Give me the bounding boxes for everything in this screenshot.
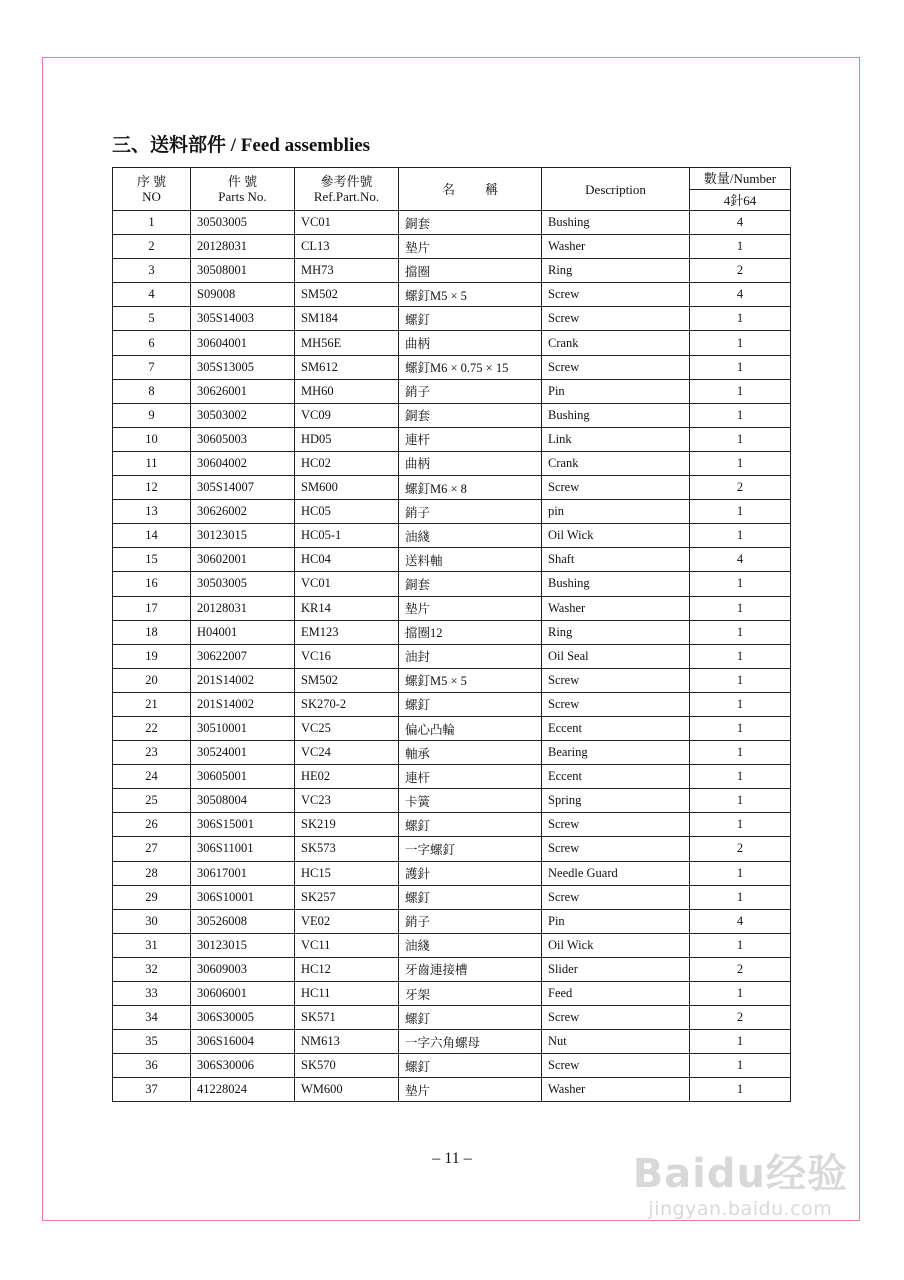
cell-quantity: 1: [690, 572, 791, 596]
header-description: Description: [542, 168, 690, 211]
cell-no: 6: [113, 331, 191, 355]
cell-parts-no: 30605003: [191, 427, 295, 451]
cell-ref-part-no: SM502: [295, 283, 399, 307]
cell-ref-part-no: SK573: [295, 837, 399, 861]
cell-no: 34: [113, 1006, 191, 1030]
cell-ref-part-no: HD05: [295, 427, 399, 451]
cell-name: 銷子: [399, 909, 542, 933]
cell-description: Shaft: [542, 548, 690, 572]
cell-ref-part-no: HC05: [295, 500, 399, 524]
table-row: [113, 789, 791, 813]
cell-no: 8: [113, 379, 191, 403]
cell-name: 油綫: [399, 524, 542, 548]
table-row: [113, 1030, 791, 1054]
cell-description: Screw: [542, 355, 690, 379]
cell-quantity: 1: [690, 1054, 791, 1078]
cell-ref-part-no: HC11: [295, 982, 399, 1006]
cell-parts-no: 201S14002: [191, 692, 295, 716]
cell-description: Bushing: [542, 211, 690, 235]
cell-parts-no: 306S16004: [191, 1030, 295, 1054]
cell-ref-part-no: SK219: [295, 813, 399, 837]
cell-ref-part-no: VC24: [295, 741, 399, 765]
cell-quantity: 2: [690, 837, 791, 861]
cell-quantity: 1: [690, 1030, 791, 1054]
watermark-logo: Baidu经验: [632, 1151, 848, 1197]
cell-description: Needle Guard: [542, 861, 690, 885]
cell-ref-part-no: SK257: [295, 885, 399, 909]
table-row: [113, 283, 791, 307]
cell-parts-no: 30503005: [191, 211, 295, 235]
cell-ref-part-no: SK571: [295, 1006, 399, 1030]
table-row: [113, 548, 791, 572]
cell-parts-no: 30508004: [191, 789, 295, 813]
cell-no: 36: [113, 1054, 191, 1078]
cell-ref-part-no: MH60: [295, 379, 399, 403]
cell-parts-no: 30524001: [191, 741, 295, 765]
cell-name: 螺釘: [399, 813, 542, 837]
table-row: [113, 403, 791, 427]
cell-parts-no: 41228024: [191, 1078, 295, 1102]
cell-parts-no: 305S13005: [191, 355, 295, 379]
cell-no: 28: [113, 861, 191, 885]
cell-name: 螺釘M5 × 5: [399, 283, 542, 307]
cell-no: 19: [113, 644, 191, 668]
cell-name: 油封: [399, 644, 542, 668]
cell-quantity: 1: [690, 427, 791, 451]
cell-quantity: 1: [690, 235, 791, 259]
cell-name: 螺釘: [399, 692, 542, 716]
cell-description: Screw: [542, 1006, 690, 1030]
cell-quantity: 2: [690, 476, 791, 500]
cell-name: 一字螺釘: [399, 837, 542, 861]
table-row: [113, 500, 791, 524]
cell-parts-no: S09008: [191, 283, 295, 307]
cell-no: 10: [113, 427, 191, 451]
cell-description: Eccent: [542, 716, 690, 740]
cell-name: 偏心凸輪: [399, 716, 542, 740]
cell-description: Bearing: [542, 741, 690, 765]
cell-parts-no: 30123015: [191, 524, 295, 548]
cell-name: 連杆: [399, 765, 542, 789]
cell-ref-part-no: SK270-2: [295, 692, 399, 716]
cell-parts-no: 30604001: [191, 331, 295, 355]
cell-ref-part-no: CL13: [295, 235, 399, 259]
cell-quantity: 2: [690, 957, 791, 981]
cell-no: 11: [113, 451, 191, 475]
cell-ref-part-no: SK570: [295, 1054, 399, 1078]
cell-no: 12: [113, 476, 191, 500]
cell-no: 31: [113, 933, 191, 957]
cell-description: Crank: [542, 451, 690, 475]
cell-quantity: 1: [690, 1078, 791, 1102]
cell-parts-no: 30617001: [191, 861, 295, 885]
table-row: [113, 909, 791, 933]
cell-name: 銷子: [399, 379, 542, 403]
cell-no: 4: [113, 283, 191, 307]
table-header: [113, 168, 791, 211]
cell-ref-part-no: WM600: [295, 1078, 399, 1102]
cell-name: 螺釘: [399, 307, 542, 331]
cell-description: Pin: [542, 379, 690, 403]
cell-quantity: 1: [690, 765, 791, 789]
cell-parts-no: 30626002: [191, 500, 295, 524]
cell-description: Screw: [542, 668, 690, 692]
cell-ref-part-no: VC01: [295, 572, 399, 596]
watermark: [633, 1150, 848, 1220]
cell-quantity: 1: [690, 644, 791, 668]
table-row: [113, 933, 791, 957]
cell-description: Screw: [542, 837, 690, 861]
cell-parts-no: 30503002: [191, 403, 295, 427]
cell-name: 銅套: [399, 572, 542, 596]
cell-description: Bushing: [542, 572, 690, 596]
cell-no: 27: [113, 837, 191, 861]
cell-parts-no: 30508001: [191, 259, 295, 283]
cell-parts-no: 30622007: [191, 644, 295, 668]
table-row: [113, 1054, 791, 1078]
cell-ref-part-no: VC16: [295, 644, 399, 668]
cell-parts-no: 30602001: [191, 548, 295, 572]
cell-no: 25: [113, 789, 191, 813]
table-row: [113, 837, 791, 861]
cell-description: Screw: [542, 1054, 690, 1078]
cell-no: 1: [113, 211, 191, 235]
cell-description: Washer: [542, 1078, 690, 1102]
cell-parts-no: 30123015: [191, 933, 295, 957]
cell-ref-part-no: MH73: [295, 259, 399, 283]
cell-parts-no: 30626001: [191, 379, 295, 403]
cell-parts-no: 30604002: [191, 451, 295, 475]
table-row: [113, 572, 791, 596]
parts-table: [112, 167, 791, 1102]
cell-parts-no: 305S14007: [191, 476, 295, 500]
cell-name: 護針: [399, 861, 542, 885]
cell-name: 螺釘: [399, 1006, 542, 1030]
cell-quantity: 4: [690, 909, 791, 933]
cell-quantity: 1: [690, 500, 791, 524]
cell-ref-part-no: HC15: [295, 861, 399, 885]
cell-parts-no: 306S30006: [191, 1054, 295, 1078]
cell-parts-no: 30605001: [191, 765, 295, 789]
cell-ref-part-no: VC11: [295, 933, 399, 957]
cell-ref-part-no: VC01: [295, 211, 399, 235]
cell-ref-part-no: VE02: [295, 909, 399, 933]
cell-no: 5: [113, 307, 191, 331]
header-ref-part-no: 參考件號 Ref.Part.No.: [295, 168, 399, 211]
table-row: [113, 668, 791, 692]
cell-description: pin: [542, 500, 690, 524]
table-row: [113, 379, 791, 403]
cell-parts-no: 20128031: [191, 235, 295, 259]
cell-no: 22: [113, 716, 191, 740]
table-row: [113, 596, 791, 620]
cell-description: Screw: [542, 476, 690, 500]
table-row: [113, 957, 791, 981]
table-row: [113, 427, 791, 451]
cell-name: 螺釘: [399, 1054, 542, 1078]
cell-description: Link: [542, 427, 690, 451]
cell-parts-no: 20128031: [191, 596, 295, 620]
watermark-url: jingyan.baidu.com: [648, 1198, 833, 1220]
cell-ref-part-no: HC04: [295, 548, 399, 572]
cell-description: Spring: [542, 789, 690, 813]
cell-ref-part-no: MH56E: [295, 331, 399, 355]
cell-name: 墊片: [399, 235, 542, 259]
cell-quantity: 1: [690, 379, 791, 403]
cell-description: Bushing: [542, 403, 690, 427]
cell-description: Screw: [542, 813, 690, 837]
header-no: 序 號 NO: [113, 168, 191, 211]
cell-name: 擋圈: [399, 259, 542, 283]
cell-parts-no: 306S11001: [191, 837, 295, 861]
cell-name: 螺釘M6 × 0.75 × 15: [399, 355, 542, 379]
cell-ref-part-no: HC05-1: [295, 524, 399, 548]
cell-description: Pin: [542, 909, 690, 933]
table-row: [113, 331, 791, 355]
cell-description: Washer: [542, 596, 690, 620]
cell-name: 擋圈12: [399, 620, 542, 644]
cell-no: 26: [113, 813, 191, 837]
cell-name: 牙架: [399, 982, 542, 1006]
cell-description: Ring: [542, 259, 690, 283]
cell-quantity: 2: [690, 259, 791, 283]
cell-no: 30: [113, 909, 191, 933]
cell-description: Screw: [542, 692, 690, 716]
cell-quantity: 1: [690, 331, 791, 355]
cell-quantity: 1: [690, 524, 791, 548]
table-row: [113, 355, 791, 379]
cell-no: 21: [113, 692, 191, 716]
cell-quantity: 1: [690, 451, 791, 475]
cell-quantity: 1: [690, 692, 791, 716]
table-row: [113, 307, 791, 331]
cell-description: Eccent: [542, 765, 690, 789]
header-parts-no: 件 號 Parts No.: [191, 168, 295, 211]
cell-no: 13: [113, 500, 191, 524]
table-row: [113, 644, 791, 668]
cell-description: Ring: [542, 620, 690, 644]
cell-description: Screw: [542, 307, 690, 331]
cell-description: Oil Wick: [542, 933, 690, 957]
table-row: [113, 451, 791, 475]
cell-no: 29: [113, 885, 191, 909]
cell-no: 7: [113, 355, 191, 379]
cell-no: 23: [113, 741, 191, 765]
cell-quantity: 1: [690, 355, 791, 379]
cell-no: 24: [113, 765, 191, 789]
header-name: 名稱: [399, 168, 542, 211]
cell-ref-part-no: HC12: [295, 957, 399, 981]
cell-description: Crank: [542, 331, 690, 355]
page-number: – 11 –: [432, 1150, 472, 1167]
cell-parts-no: 30503005: [191, 572, 295, 596]
table-row: [113, 716, 791, 740]
cell-parts-no: H04001: [191, 620, 295, 644]
table-row: [113, 741, 791, 765]
cell-quantity: 4: [690, 211, 791, 235]
cell-no: 14: [113, 524, 191, 548]
cell-name: 墊片: [399, 1078, 542, 1102]
section-heading: 三、送料部件 / Feed assemblies: [112, 135, 371, 156]
cell-quantity: 1: [690, 813, 791, 837]
cell-quantity: 4: [690, 283, 791, 307]
cell-ref-part-no: KR14: [295, 596, 399, 620]
cell-name: 曲柄: [399, 451, 542, 475]
cell-no: 33: [113, 982, 191, 1006]
cell-description: Washer: [542, 235, 690, 259]
cell-ref-part-no: NM613: [295, 1030, 399, 1054]
cell-quantity: 1: [690, 403, 791, 427]
cell-ref-part-no: SM502: [295, 668, 399, 692]
cell-name: 銷子: [399, 500, 542, 524]
table-row: [113, 1078, 791, 1102]
cell-no: 20: [113, 668, 191, 692]
cell-quantity: 1: [690, 982, 791, 1006]
header-quantity: 數量/Number: [690, 168, 791, 190]
cell-description: Screw: [542, 885, 690, 909]
cell-quantity: 1: [690, 716, 791, 740]
cell-name: 軸承: [399, 741, 542, 765]
cell-name: 銅套: [399, 403, 542, 427]
cell-no: 9: [113, 403, 191, 427]
cell-no: 37: [113, 1078, 191, 1102]
cell-no: 15: [113, 548, 191, 572]
cell-name: 連杆: [399, 427, 542, 451]
cell-no: 16: [113, 572, 191, 596]
cell-name: 墊片: [399, 596, 542, 620]
cell-parts-no: 30526008: [191, 909, 295, 933]
cell-description: Screw: [542, 283, 690, 307]
cell-quantity: 1: [690, 596, 791, 620]
cell-parts-no: 30609003: [191, 957, 295, 981]
cell-description: Feed: [542, 982, 690, 1006]
cell-description: Slider: [542, 957, 690, 981]
cell-ref-part-no: VC09: [295, 403, 399, 427]
cell-ref-part-no: VC25: [295, 716, 399, 740]
cell-quantity: 1: [690, 668, 791, 692]
table-row: [113, 211, 791, 235]
cell-quantity: 1: [690, 620, 791, 644]
table-row: [113, 765, 791, 789]
cell-quantity: 1: [690, 933, 791, 957]
cell-description: Oil Seal: [542, 644, 690, 668]
cell-quantity: 1: [690, 861, 791, 885]
cell-ref-part-no: EM123: [295, 620, 399, 644]
cell-parts-no: 306S15001: [191, 813, 295, 837]
cell-quantity: 1: [690, 307, 791, 331]
cell-parts-no: 201S14002: [191, 668, 295, 692]
cell-description: Oil Wick: [542, 524, 690, 548]
cell-quantity: 1: [690, 885, 791, 909]
cell-ref-part-no: HC02: [295, 451, 399, 475]
table-row: [113, 1006, 791, 1030]
cell-quantity: 4: [690, 548, 791, 572]
table-row: [113, 620, 791, 644]
cell-no: 18: [113, 620, 191, 644]
cell-name: 油綫: [399, 933, 542, 957]
cell-name: 曲柄: [399, 331, 542, 355]
table-row: [113, 813, 791, 837]
cell-name: 送料軸: [399, 548, 542, 572]
cell-name: 銅套: [399, 211, 542, 235]
cell-ref-part-no: SM600: [295, 476, 399, 500]
cell-name: 螺釘: [399, 885, 542, 909]
table-row: [113, 259, 791, 283]
cell-parts-no: 305S14003: [191, 307, 295, 331]
cell-parts-no: 30510001: [191, 716, 295, 740]
table-row: [113, 885, 791, 909]
cell-name: 牙齒連接槽: [399, 957, 542, 981]
table-row: [113, 476, 791, 500]
cell-description: Nut: [542, 1030, 690, 1054]
cell-no: 35: [113, 1030, 191, 1054]
cell-ref-part-no: SM612: [295, 355, 399, 379]
cell-no: 17: [113, 596, 191, 620]
cell-parts-no: 306S30005: [191, 1006, 295, 1030]
header-quantity-model: 4針64: [690, 190, 791, 211]
cell-ref-part-no: SM184: [295, 307, 399, 331]
table-row: [113, 524, 791, 548]
cell-quantity: 1: [690, 789, 791, 813]
table-row: [113, 235, 791, 259]
cell-ref-part-no: HE02: [295, 765, 399, 789]
table-row: [113, 861, 791, 885]
cell-no: 3: [113, 259, 191, 283]
table-body: [113, 211, 791, 1102]
cell-name: 螺釘M6 × 8: [399, 476, 542, 500]
cell-ref-part-no: VC23: [295, 789, 399, 813]
cell-name: 螺釘M5 × 5: [399, 668, 542, 692]
cell-parts-no: 306S10001: [191, 885, 295, 909]
cell-quantity: 2: [690, 1006, 791, 1030]
cell-no: 2: [113, 235, 191, 259]
cell-name: 一字六角螺母: [399, 1030, 542, 1054]
cell-no: 32: [113, 957, 191, 981]
table-row: [113, 982, 791, 1006]
cell-parts-no: 30606001: [191, 982, 295, 1006]
cell-name: 卡簧: [399, 789, 542, 813]
table-row: [113, 692, 791, 716]
cell-quantity: 1: [690, 741, 791, 765]
